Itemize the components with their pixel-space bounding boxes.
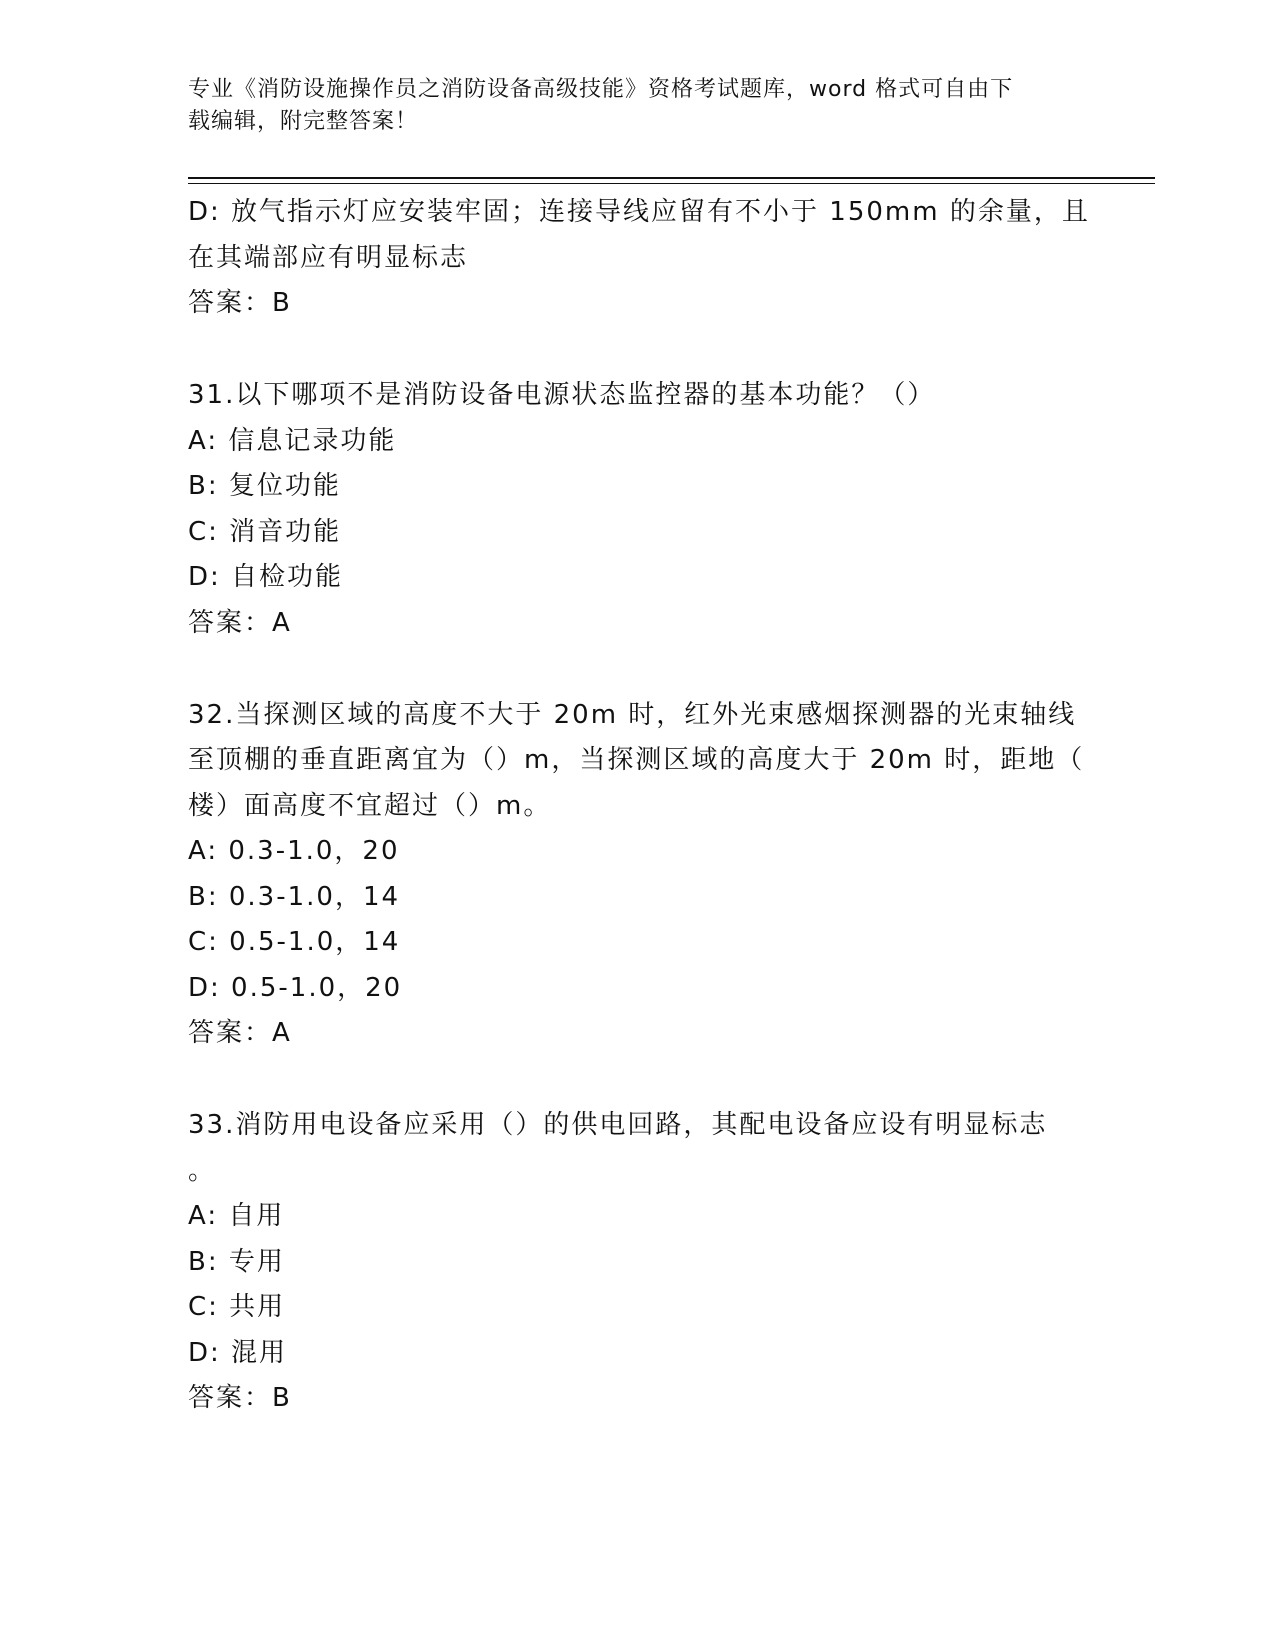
- q30-option-d-line-1: D: 放气指示灯应安装牢固；连接导线应留有不小于 150mm 的余量，且: [188, 197, 1090, 227]
- spacer: [188, 326, 1078, 373]
- header-rule-thick: [188, 177, 1155, 179]
- q33-option-a: A: 自用: [188, 1201, 285, 1231]
- q31-stem: 31.以下哪项不是消防设备电源状态监控器的基本功能？（）: [188, 380, 936, 410]
- q32-option-b: B: 0.3-1.0，14: [188, 881, 401, 912]
- q33-answer: 答案：B: [188, 1383, 292, 1413]
- question-content: [188, 190, 1090, 1421]
- q31-option-c: C: 消音功能: [188, 516, 342, 547]
- q33-option-b: B: 专用: [188, 1246, 285, 1277]
- q30-answer: 答案：B: [188, 288, 292, 318]
- q32-stem-line-2: 至顶棚的垂直距离宜为（）m，当探测区域的高度大于 20m 时，距地（: [188, 745, 1085, 775]
- header-line-2: 载编辑，附完整答案！: [188, 109, 419, 134]
- q33-stem-line-2: 。: [188, 1155, 217, 1186]
- q32-stem-line-3: 楼）面高度不宜超过（）m。: [188, 790, 552, 821]
- q33-stem-line-1: 33.消防用电设备应采用（）的供电回路，其配电设备应设有明显标志: [188, 1110, 1048, 1140]
- spacer: [188, 646, 1078, 693]
- question-33: [188, 1103, 1078, 1421]
- q33-option-c: C: 共用: [188, 1292, 286, 1322]
- question-31: [188, 373, 1078, 646]
- q32-answer: 答案：A: [188, 1018, 292, 1048]
- q32-option-c: C: 0.5-1.0，14: [188, 927, 401, 957]
- document-header: [188, 74, 1068, 138]
- q32-option-a: A: 0.3-1.0，20: [188, 836, 400, 866]
- spacer: [188, 1056, 1078, 1103]
- q32-stem-line-1: 32.当探测区域的高度不大于 20m 时，红外光束感烟探测器的光束轴线: [188, 699, 1077, 730]
- question-30-tail: [188, 190, 1090, 326]
- q31-option-d: D: 自检功能: [188, 562, 344, 592]
- q30-option-d-line-2: 在其端部应有明显标志: [188, 242, 469, 273]
- question-32: [188, 693, 1085, 1057]
- q31-option-a: A: 信息记录功能: [188, 425, 397, 456]
- q33-option-d: D: 混用: [188, 1337, 288, 1368]
- header-line-1: 专业《消防设施操作员之消防设备高级技能》资格考试题库，word 格式可自由下: [188, 77, 1014, 102]
- q32-option-d: D: 0.5-1.0，20: [188, 972, 403, 1003]
- q31-option-b: B: 复位功能: [188, 471, 341, 501]
- q31-answer: 答案：A: [188, 607, 292, 638]
- header-rule-thin: [188, 183, 1155, 184]
